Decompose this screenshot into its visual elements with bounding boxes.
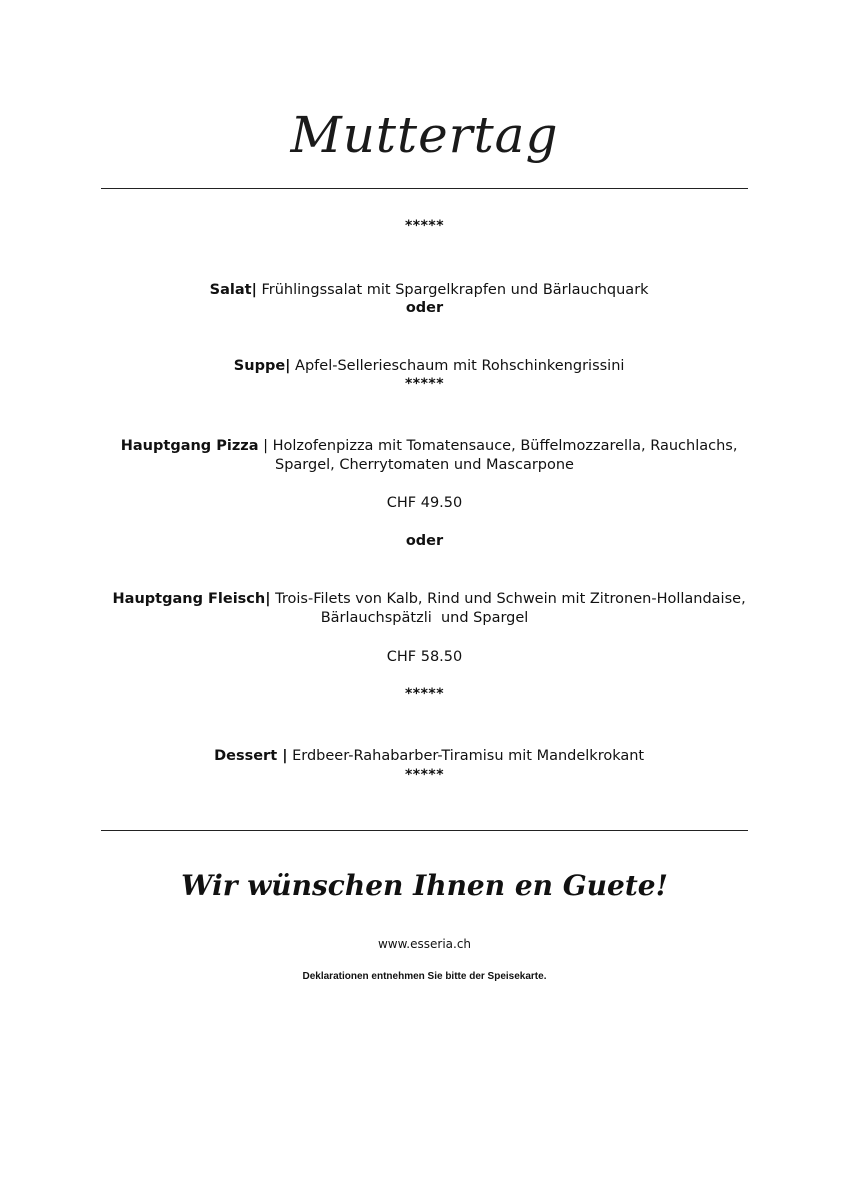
separator-2: *****: [404, 376, 445, 392]
website-link[interactable]: www.esseria.ch: [377, 937, 472, 951]
or-1: oder: [405, 300, 444, 316]
bottom-divider: [101, 830, 748, 831]
course-pizza-text-2: Spargel, Cherrytomaten und Mascarpone: [275, 457, 574, 473]
course-salat-label: Salat|: [209, 282, 257, 298]
course-dessert-text: Erdbeer-Rahabarber-Tiramisu mit Mandelkrokant: [287, 748, 645, 764]
course-suppe-label: Suppe|: [233, 358, 291, 374]
course-pizza-price: CHF 49.50: [386, 495, 463, 511]
course-fleisch-text-1: Trois-Filets von Kalb, Rind und Schwein mit Zitronen-Hollandaise,: [270, 591, 746, 607]
separator-1: *****: [404, 218, 445, 234]
course-pizza-text-1: | Holzofenpizza mit Tomatensauce, Büffelmozzarella, Rauchlachs,: [258, 438, 738, 454]
course-fleisch-text-2: Bärlauchspätzli und Spargel: [320, 610, 529, 626]
separator-3: *****: [404, 686, 445, 702]
course-pizza: [0, 416, 849, 456]
course-suppe: [0, 336, 849, 376]
top-divider: [101, 188, 748, 189]
or-2: oder: [405, 533, 444, 549]
course-suppe-text: Apfel-Sellerieschaum mit Rohschinkengrissini: [290, 358, 625, 374]
separator-4: *****: [404, 767, 445, 783]
course-dessert-label: Dessert |: [214, 748, 288, 764]
declaration-note: Deklarationen entnehmen Sie bitte der Speisekarte.: [302, 971, 547, 982]
course-fleisch: [0, 569, 849, 609]
closing-greeting: Wir wünschen Ihnen en Guete!: [181, 869, 668, 902]
course-dessert: [0, 726, 849, 766]
course-fleisch-label: Hauptgang Fleisch|: [112, 591, 271, 607]
course-salat: [0, 260, 849, 300]
page-title: Muttertag: [290, 106, 559, 164]
course-fleisch-price: CHF 58.50: [386, 649, 463, 665]
course-salat-text: Frühlingssalat mit Spargelkrapfen und Bärlauchquark: [256, 282, 649, 298]
course-pizza-label: Hauptgang Pizza: [120, 438, 259, 454]
